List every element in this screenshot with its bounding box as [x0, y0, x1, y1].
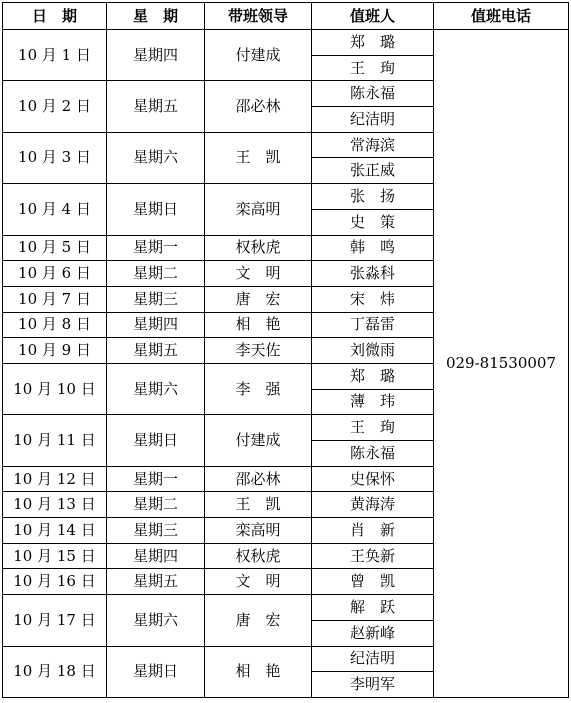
staff-cell: 纪洁明 [312, 646, 434, 672]
weekday-cell: 星期三 [107, 518, 205, 544]
leader-cell: 相 艳 [205, 646, 312, 697]
schedule-body [3, 30, 569, 698]
staff-cell: 曾 凯 [312, 569, 434, 595]
staff-cell: 张 扬 [312, 184, 434, 210]
staff-cell: 张正威 [312, 158, 434, 184]
weekday-cell: 星期五 [107, 81, 205, 132]
date-cell: 10 月 16 日 [3, 569, 107, 595]
date-cell: 10 月 10 日 [3, 363, 107, 414]
header-date: 日 期 [3, 3, 107, 30]
date-cell: 10 月 14 日 [3, 518, 107, 544]
weekday-cell: 星期三 [107, 286, 205, 312]
staff-cell: 陈永福 [312, 441, 434, 467]
weekday-cell: 星期六 [107, 132, 205, 183]
header-phone: 值班电话 [434, 3, 569, 30]
staff-cell: 宋 炜 [312, 286, 434, 312]
weekday-cell: 星期二 [107, 261, 205, 287]
header-leader: 带班领导 [205, 3, 312, 30]
staff-cell: 刘微雨 [312, 338, 434, 364]
date-cell: 10 月 4 日 [3, 184, 107, 235]
date-cell: 10 月 13 日 [3, 492, 107, 518]
staff-cell: 纪洁明 [312, 107, 434, 133]
weekday-cell: 星期日 [107, 184, 205, 235]
leader-cell: 栾高明 [205, 518, 312, 544]
leader-cell: 付建成 [205, 30, 312, 81]
leader-cell: 邵必林 [205, 81, 312, 132]
weekday-cell: 星期五 [107, 569, 205, 595]
staff-cell: 解 跃 [312, 595, 434, 621]
leader-cell: 邵必林 [205, 466, 312, 492]
date-cell: 10 月 5 日 [3, 235, 107, 261]
date-cell: 10 月 9 日 [3, 338, 107, 364]
date-cell: 10 月 18 日 [3, 646, 107, 697]
weekday-cell: 星期日 [107, 646, 205, 697]
weekday-cell: 星期四 [107, 30, 205, 81]
leader-cell: 唐 宏 [205, 286, 312, 312]
leader-cell: 李 强 [205, 363, 312, 414]
staff-cell: 陈永福 [312, 81, 434, 107]
staff-cell: 黄海涛 [312, 492, 434, 518]
staff-cell: 张淼科 [312, 261, 434, 287]
staff-cell: 史保怀 [312, 466, 434, 492]
staff-cell: 郑 璐 [312, 363, 434, 389]
staff-cell: 史 策 [312, 209, 434, 235]
staff-cell: 李明军 [312, 672, 434, 698]
staff-cell: 王 珣 [312, 55, 434, 81]
staff-cell: 丁磊雷 [312, 312, 434, 338]
duty-schedule-table [2, 2, 569, 698]
staff-cell: 薄 玮 [312, 389, 434, 415]
date-cell: 10 月 3 日 [3, 132, 107, 183]
weekday-cell: 星期四 [107, 312, 205, 338]
staff-cell: 韩 鸣 [312, 235, 434, 261]
leader-cell: 付建成 [205, 415, 312, 466]
date-cell: 10 月 17 日 [3, 595, 107, 646]
leader-cell: 相 艳 [205, 312, 312, 338]
header-staff: 值班人 [312, 3, 434, 30]
staff-cell: 王奂新 [312, 543, 434, 569]
date-cell: 10 月 12 日 [3, 466, 107, 492]
staff-cell: 赵新峰 [312, 620, 434, 646]
date-cell: 10 月 2 日 [3, 81, 107, 132]
date-cell: 10 月 11 日 [3, 415, 107, 466]
weekday-cell: 星期二 [107, 492, 205, 518]
leader-cell: 唐 宏 [205, 595, 312, 646]
header-row [3, 3, 569, 30]
date-cell: 10 月 7 日 [3, 286, 107, 312]
weekday-cell: 星期五 [107, 338, 205, 364]
leader-cell: 栾高明 [205, 184, 312, 235]
staff-cell: 王 珣 [312, 415, 434, 441]
date-cell: 10 月 8 日 [3, 312, 107, 338]
staff-cell: 常海滨 [312, 132, 434, 158]
staff-cell: 郑 璐 [312, 30, 434, 56]
leader-cell: 王 凯 [205, 492, 312, 518]
leader-cell: 权秋虎 [205, 543, 312, 569]
leader-cell: 权秋虎 [205, 235, 312, 261]
weekday-cell: 星期日 [107, 415, 205, 466]
date-cell: 10 月 1 日 [3, 30, 107, 81]
weekday-cell: 星期一 [107, 235, 205, 261]
weekday-cell: 星期一 [107, 466, 205, 492]
duty-phone-cell: 029-81530007 [434, 30, 569, 698]
table-row [3, 30, 569, 56]
leader-cell: 文 明 [205, 261, 312, 287]
date-cell: 10 月 15 日 [3, 543, 107, 569]
leader-cell: 文 明 [205, 569, 312, 595]
leader-cell: 王 凯 [205, 132, 312, 183]
weekday-cell: 星期四 [107, 543, 205, 569]
staff-cell: 肖 新 [312, 518, 434, 544]
leader-cell: 李天佐 [205, 338, 312, 364]
header-weekday: 星 期 [107, 3, 205, 30]
weekday-cell: 星期六 [107, 363, 205, 414]
weekday-cell: 星期六 [107, 595, 205, 646]
date-cell: 10 月 6 日 [3, 261, 107, 287]
